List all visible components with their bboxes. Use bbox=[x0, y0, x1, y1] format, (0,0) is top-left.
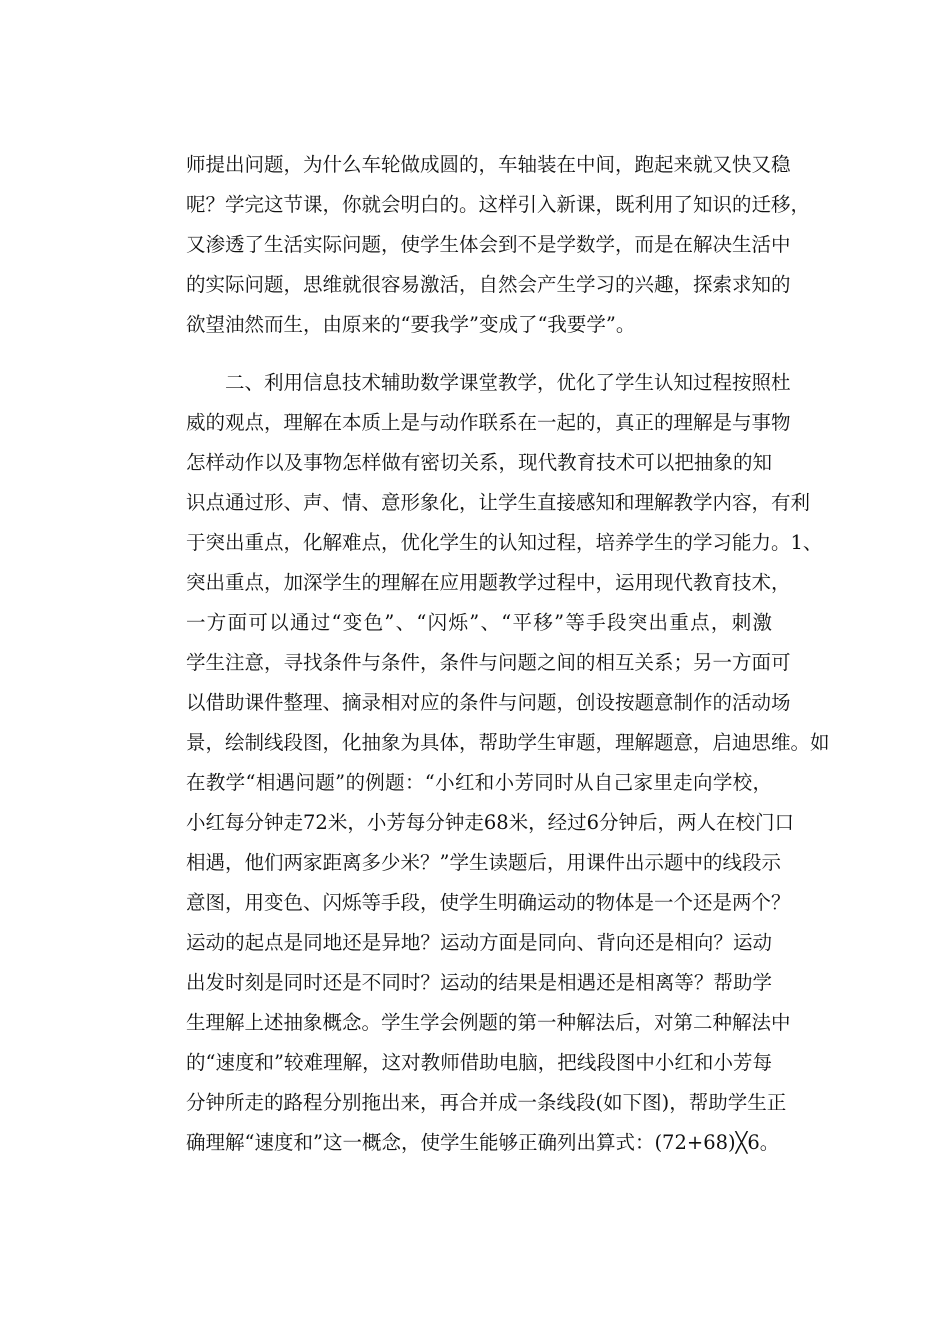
paragraph-1-line-2: 呢？学完这节课，你就会明白的。这样引入新课，既利用了知识的迁移， bbox=[186, 193, 811, 216]
paragraph-2-line-5: 于突出重点，化解难点，优化学生的认知过程，培养学生的学习能力。1、 bbox=[186, 531, 823, 554]
paragraph-1 bbox=[186, 145, 811, 345]
paragraph-2-line-15: 运动的起点是同地还是异地？运动方面是同向、背向还是相向？运动 bbox=[186, 931, 772, 954]
paragraph-2-line-10: 景，绘制线段图，化抽象为具体，帮助学生审题，理解题意，启迪思维。如 bbox=[186, 731, 830, 754]
paragraph-2-line-14: 意图，用变色、闪烁等手段，使学生明确运动的物体是一个还是两个？ bbox=[186, 891, 791, 914]
paragraph-2-line-16: 出发时刻是同时还是不同时？运动的结果是相遇还是相离等？帮助学 bbox=[186, 971, 772, 994]
paragraph-1-line-5: 欲望油然而生，由原来的“要我学”变成了“我要学”。 bbox=[186, 313, 636, 336]
paragraph-1-line-1: 师提出问题，为什么车轮做成圆的，车轴装在中间，跑起来就又快又稳 bbox=[186, 153, 791, 176]
paragraph-2-line-17: 生理解上述抽象概念。学生学会例题的第一种解法后，对第二种解法中 bbox=[186, 1011, 791, 1034]
paragraph-2-line-12: 小红每分钟走72米，小芳每分钟走68米，经过6分钟后，两人在校门口 bbox=[186, 811, 795, 834]
paragraph-2-line-3: 怎样动作以及事物怎样做有密切关系，现代教育技术可以把抽象的知 bbox=[186, 451, 772, 474]
paragraph-2-line-8: 学生注意，寻找条件与条件，条件与问题之间的相互关系；另一方面可 bbox=[186, 651, 791, 674]
paragraph-2-line-6: 突出重点，加深学生的理解在应用题教学过程中，运用现代教育技术， bbox=[186, 571, 791, 594]
paragraph-2-line-13: 相遇，他们两家距离多少米？”学生读题后，用课件出示题中的线段示 bbox=[186, 851, 781, 874]
paragraph-2-line-20: 确理解“速度和”这一概念，使学生能够正确列出算式：(72+68)╳6。 bbox=[186, 1131, 780, 1154]
paragraph-2-line-4: 识点通过形、声、情、意形象化，让学生直接感知和理解教学内容，有利 bbox=[186, 491, 811, 514]
paragraph-2-line-7: 一方面可以通过“变色”、“闪烁”、“平移”等手段突出重点，刺激 bbox=[186, 611, 772, 634]
paragraph-2-line-19: 分钟所走的路程分别拖出来，再合并成一条线段(如下图)，帮助学生正 bbox=[186, 1091, 787, 1114]
paragraph-2-line-9: 以借助课件整理、摘录相对应的条件与问题，创设按题意制作的活动场 bbox=[186, 691, 791, 714]
paragraph-2-line-1: 二、利用信息技术辅助数学课堂教学，优化了学生认知过程按照杜 bbox=[225, 371, 791, 394]
paragraph-2-line-11: 在教学“相遇问题”的例题：“小红和小芳同时从自己家里走向学校， bbox=[186, 771, 772, 794]
paragraph-1-line-4: 的实际问题，思维就很容易激活，自然会产生学习的兴趣，探索求知的 bbox=[186, 273, 791, 296]
paragraph-1-line-3: 又渗透了生活实际问题，使学生体会到不是学数学，而是在解决生活中 bbox=[186, 233, 791, 256]
paragraph-2 bbox=[186, 363, 830, 1163]
paragraph-2-line-2: 威的观点，理解在本质上是与动作联系在一起的，真正的理解是与事物 bbox=[186, 411, 791, 434]
paragraph-2-line-18: 的“速度和”较难理解，这对教师借助电脑，把线段图中小红和小芳每 bbox=[186, 1051, 772, 1074]
